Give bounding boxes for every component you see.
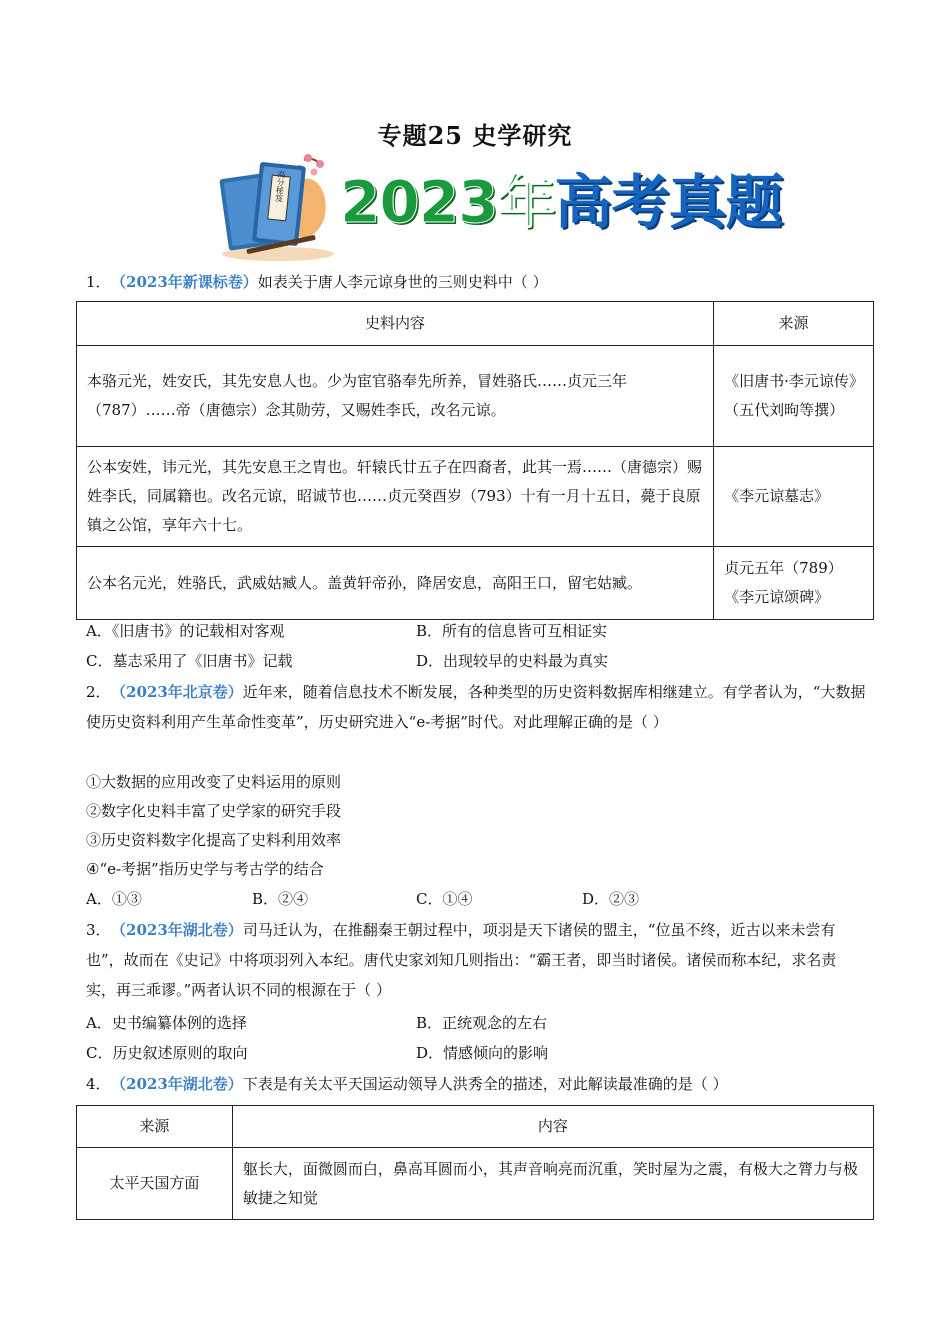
table-cell-content: 公本名元光，姓骆氏，武威姑臧人。盖黄轩帝孙，降居安息，高阳王口，留宅姑臧。 (77, 547, 714, 620)
question-text: 近年来，随着信息技术不断发展，各种类型的历史资料数据库相继建立。有学者认为，“大数据使历史资料利用产生革命性变革”，历史研究进入“e-考据”时代。对此理解正确的是（ ） (86, 683, 866, 731)
table-header: 史料内容 (77, 302, 714, 346)
option-b[interactable]: B．②④ (252, 890, 309, 908)
option-c[interactable]: C．墓志采用了《旧唐书》记载 (86, 652, 293, 670)
table-cell-content: 公本安姓，讳元光，其先安息王之胄也。轩辕氏廿五子在四裔者，此其一焉……（唐德宗）赐姓李氏，同属籍也。改名元谅，昭诚节也……贞元癸酉岁（793）十有一月十五日，薨于良原镇之公馆，享年六十七。 (77, 447, 714, 547)
question-number: 1． (86, 273, 111, 291)
table-row (77, 447, 874, 547)
option-c[interactable]: C．①④ (416, 890, 473, 908)
question-4-stem (86, 1069, 866, 1099)
option-c[interactable]: C．历史叙述原则的取向 (86, 1044, 248, 1062)
table-row (77, 547, 874, 620)
table-header: 来源 (714, 302, 874, 346)
table-row (77, 346, 874, 447)
question-number: 4． (86, 1075, 111, 1093)
question-1-stem (86, 267, 866, 297)
option-b[interactable]: B．所有的信息皆可互相证实 (416, 622, 608, 640)
table-cell-content: 本骆元光，姓安氏，其先安息人也。少为宦官骆奉先所养，冒姓骆氏……贞元三年（787）……帝（唐德宗）念其勋劳，又赐姓李氏，改名元谅。 (77, 346, 714, 447)
table-row (77, 1148, 874, 1220)
statement-2: ②数字化史料丰富了史学家的研究手段 (86, 802, 342, 820)
question-number: 3． (86, 921, 111, 939)
banner-label: 高考真题 (554, 168, 783, 236)
statement-1: ①大数据的应用改变了史料运用的原则 (86, 773, 342, 791)
page-title: 专题25 史学研究 (377, 121, 573, 150)
statement-4: ④“e-考据”指历史学与考古学的结合 (86, 860, 324, 878)
table-header: 内容 (232, 1106, 873, 1148)
question-source: （2023年湖北卷） (118, 1075, 243, 1093)
question-text: 如表关于唐人李元谅身世的三则史料中（ ） (257, 273, 548, 291)
table-cell-source: 《旧唐书·李元谅传》（五代刘昫等撰） (714, 346, 874, 447)
question-text: 司马迁认为，在推翻秦王朝过程中，项羽是天下诸侯的盟主，“位虽不终，近古以来未尝有也”，故而在《史记》中将项羽列入本纪。唐代史家刘知几则指出：“霸王者，即当时诸侯。诸侯而称本纪，求名责实，再三乖谬。”两者认识不同的根源在于（ ） (86, 921, 837, 999)
option-b[interactable]: B．正统观念的左右 (416, 1014, 548, 1032)
question-1-table (76, 301, 874, 620)
option-d[interactable]: D．②③ (582, 890, 640, 908)
books-illustration-icon (216, 150, 336, 262)
table-cell-source: 太平天国方面 (77, 1148, 233, 1220)
banner-year: 2023年 (340, 168, 555, 236)
option-a[interactable]: A．史书编纂体例的选择 (86, 1014, 247, 1032)
table-cell-source: 贞元五年（789）《李元谅颂碑》 (714, 547, 874, 620)
question-3-stem (86, 915, 866, 1005)
table-header: 来源 (77, 1106, 233, 1148)
question-source: （2023年北京卷） (118, 683, 243, 701)
table-cell-content: 躯长大，面微圆而白，鼻高耳圆而小，其声音响亮而沉重，笑时屋为之震，有极大之膂力与极敏捷之知觉 (232, 1148, 873, 1220)
option-a[interactable]: A．《旧唐书》的记载相对客观 (86, 622, 285, 640)
book-label: 高分秘笈 (274, 169, 287, 203)
question-source: （2023年湖北卷） (118, 921, 243, 939)
table-cell-source: 《李元谅墓志》 (714, 447, 874, 547)
option-d[interactable]: D．情感倾向的影响 (416, 1044, 549, 1062)
question-text: 下表是有关太平天国运动领导人洪秀全的描述，对此解读最准确的是（ ） (242, 1075, 728, 1093)
question-source: （2023年新课标卷） (118, 273, 258, 291)
question-2-stem (86, 677, 866, 737)
banner-heading (340, 162, 782, 242)
option-a[interactable]: A．①③ (86, 890, 142, 908)
option-d[interactable]: D．出现较早的史料最为真实 (416, 652, 609, 670)
statement-3: ③历史资料数字化提高了史料利用效率 (86, 831, 342, 849)
question-4-table (76, 1105, 874, 1220)
question-number: 2． (86, 683, 111, 701)
exam-banner (216, 150, 783, 262)
